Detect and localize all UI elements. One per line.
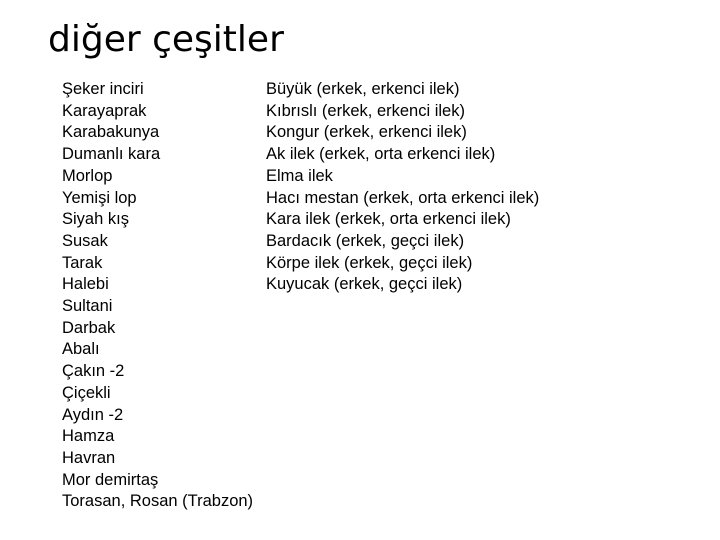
list-item: Darbak <box>62 318 116 337</box>
list-item: Elma ilek <box>266 166 333 185</box>
list-item: Mor demirtaş <box>62 470 159 489</box>
list-item: Ak ilek (erkek, orta erkenci ilek) <box>266 145 496 164</box>
list-item: Morlop <box>62 166 113 185</box>
list-item: Aydın -2 <box>62 405 124 424</box>
list-item: Çakın -2 <box>62 362 125 381</box>
left-variety-list <box>62 79 253 513</box>
list-item: Çiçekli <box>62 383 111 402</box>
list-item: Büyük (erkek, erkenci ilek) <box>266 80 460 98</box>
list-item: Karabakunya <box>62 123 160 142</box>
list-item: Bardacık (erkek, geçci ilek) <box>266 231 465 250</box>
list-item: Kıbrıslı (erkek, erkenci ilek) <box>266 101 465 120</box>
list-item: Kuyucak (erkek, geçci ilek) <box>266 275 463 294</box>
list-item: Susak <box>62 231 108 250</box>
list-item: Kara ilek (erkek, orta erkenci ilek) <box>266 210 511 229</box>
list-item: Halebi <box>62 275 109 294</box>
right-variety-list <box>266 79 539 296</box>
list-item: Havran <box>62 448 116 467</box>
list-item: Torasan, Rosan (Trabzon) <box>62 492 254 511</box>
list-item: Dumanlı kara <box>62 145 161 164</box>
list-item: Körpe ilek (erkek, geçci ilek) <box>266 253 473 272</box>
list-item: Siyah kış <box>62 210 129 229</box>
list-item: Tarak <box>62 253 103 272</box>
list-item: Yemişi lop <box>62 188 137 207</box>
list-item: Kongur (erkek, erkenci ilek) <box>266 123 467 142</box>
list-item: Hacı mestan (erkek, orta erkenci ilek) <box>266 188 540 207</box>
list-item: Abalı <box>62 340 100 359</box>
list-item: Hamza <box>62 427 115 446</box>
list-item: Şeker inciri <box>62 80 144 98</box>
list-item: Karayaprak <box>62 101 147 120</box>
list-item: Sultani <box>62 297 113 316</box>
slide-title: diğer çeşitler <box>48 19 284 60</box>
